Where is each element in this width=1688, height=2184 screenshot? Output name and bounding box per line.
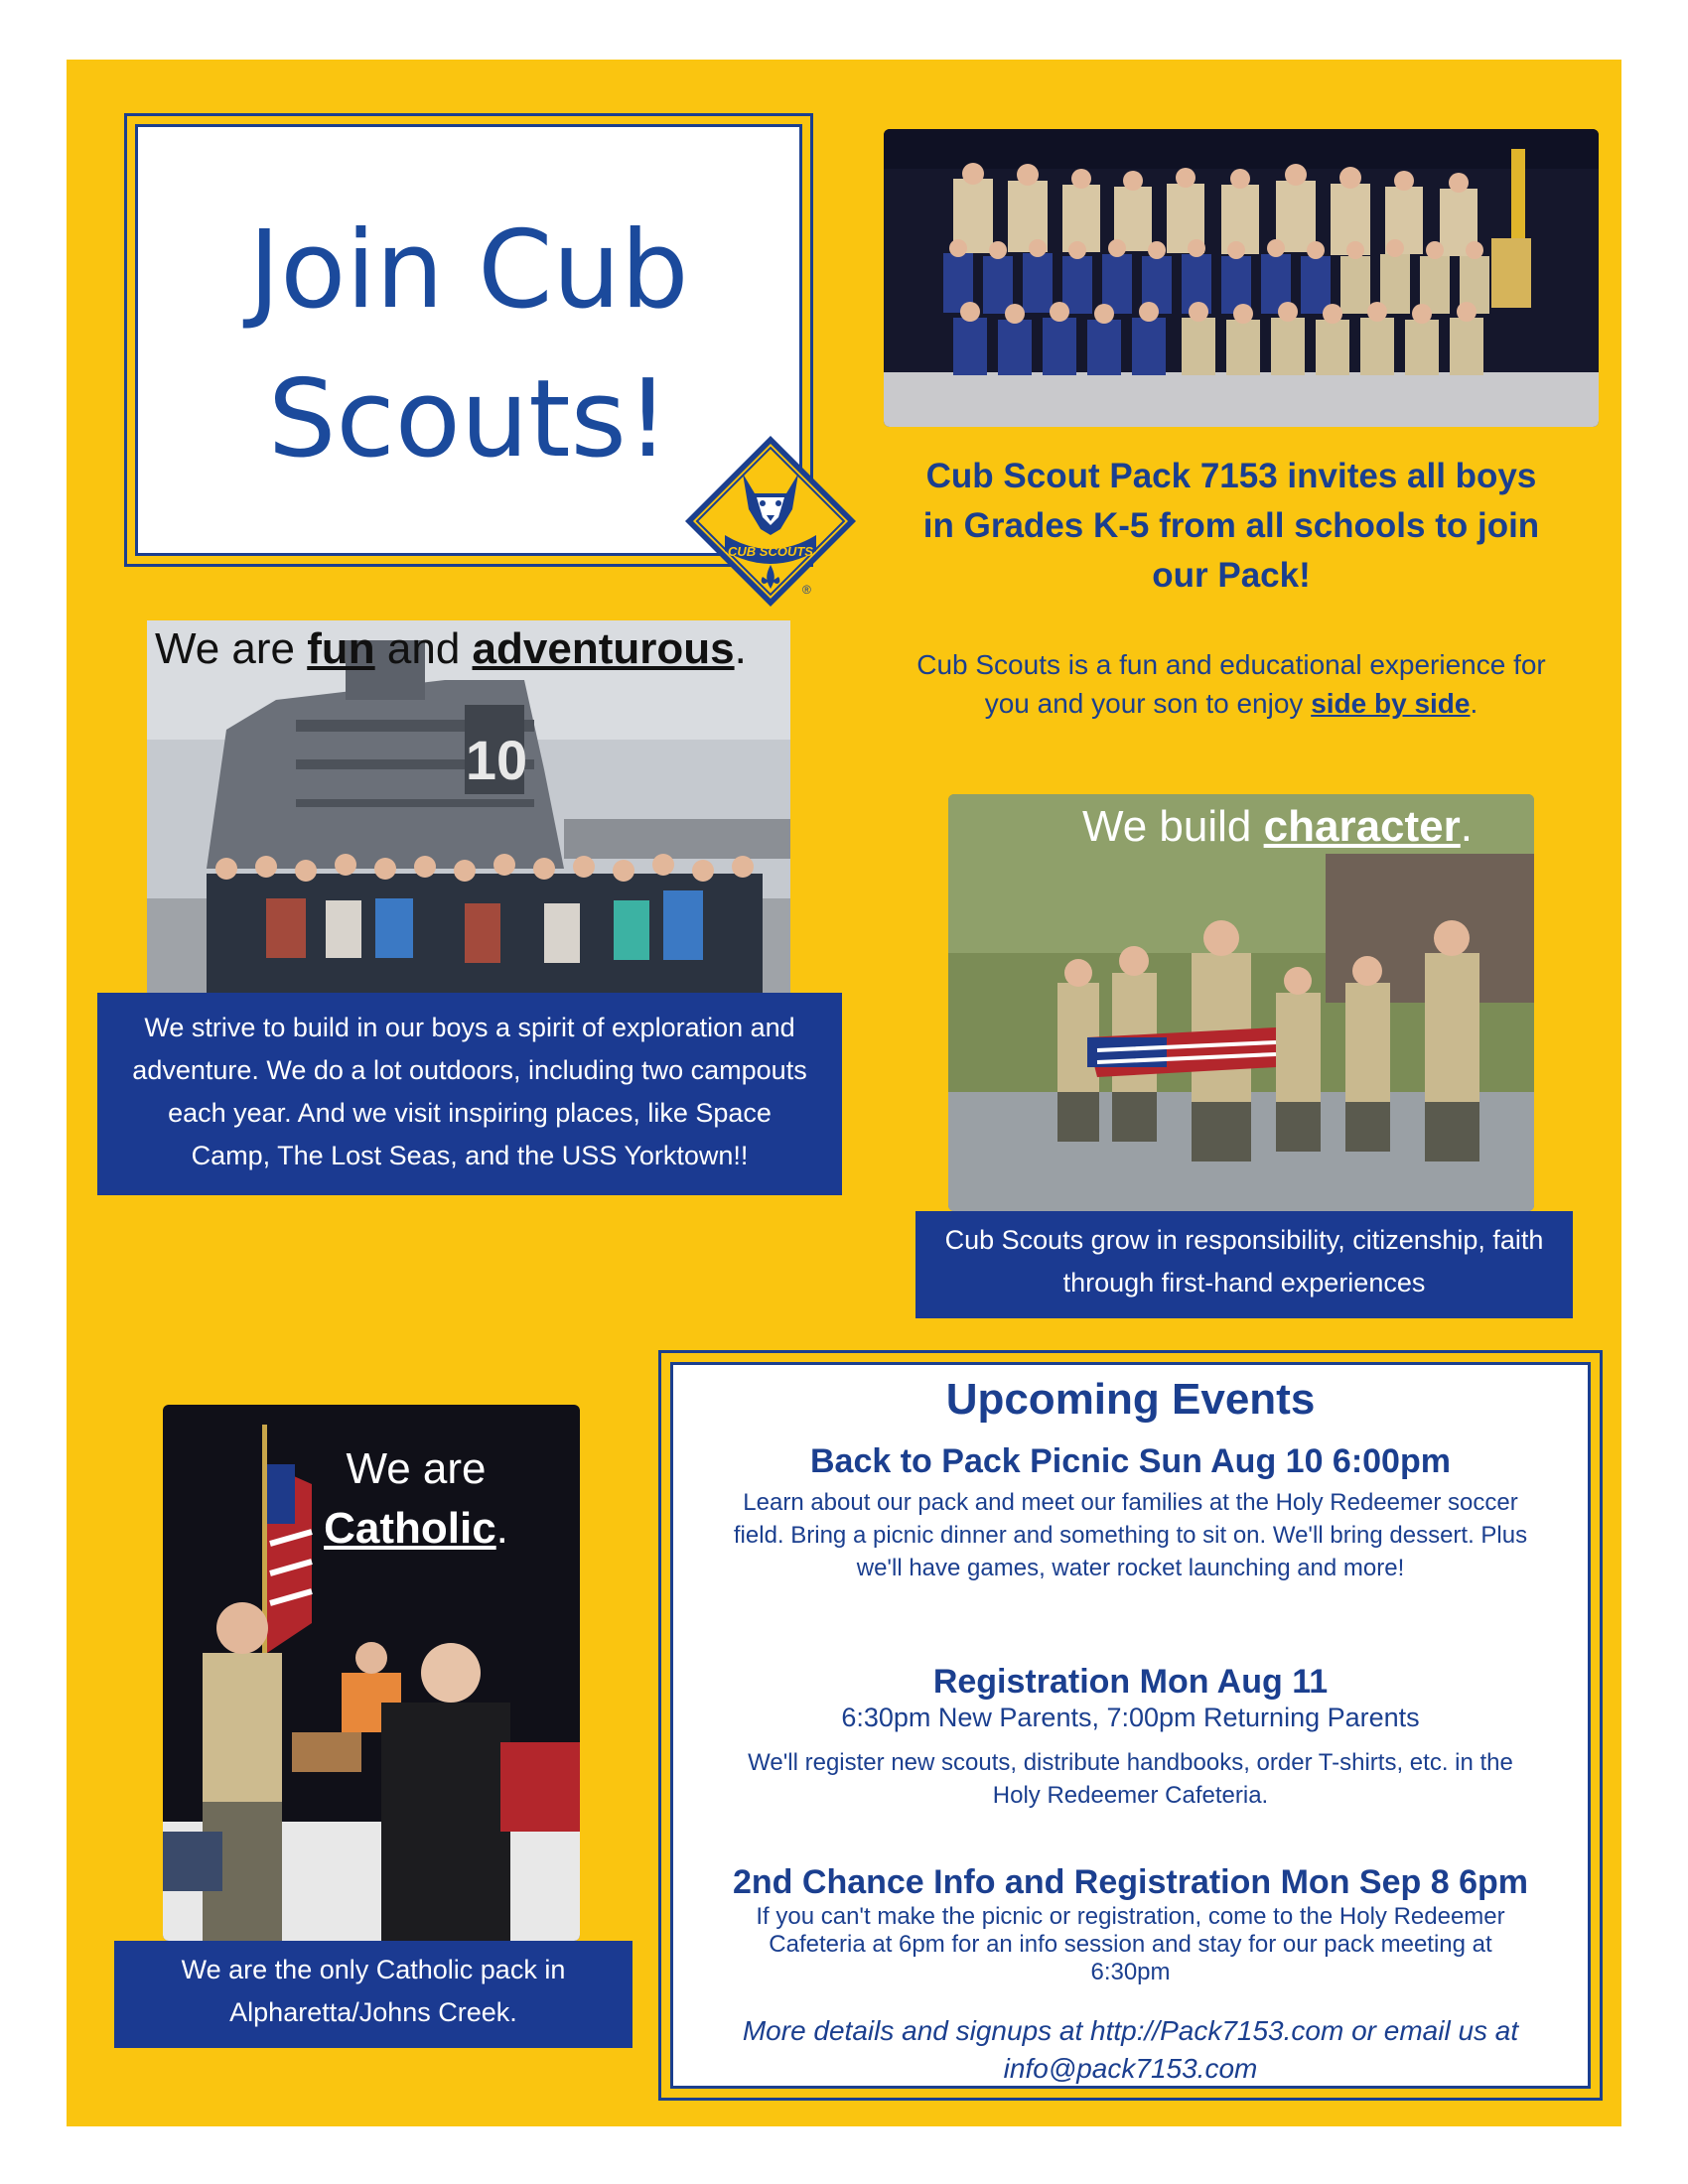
events-footer: More details and signups at http://Pack7153.com or email us at info@pack7153.com <box>742 2015 1519 2084</box>
catholic-overlay: We are Catholic. <box>324 1444 508 1553</box>
cub-scouts-logo <box>681 432 860 611</box>
intro-body: Cub Scouts is a fun and educational experience for you and your son to enjoy side by side. <box>916 649 1546 719</box>
svg-text:CUB SCOUTS: CUB SCOUTS <box>728 544 813 559</box>
event-3-body: If you can't make the picnic or registration, come to the Holy Redeemer Cafeteria at 6pm for an info session and stay for our pack meeting at 6:30pm <box>756 1903 1505 1985</box>
ship-trip-photo <box>147 620 790 993</box>
side-by-side-emphasis: side by side <box>1311 688 1471 719</box>
events-heading: Upcoming Events <box>945 1375 1316 1424</box>
catholic-event-photo <box>163 1405 580 1941</box>
fun-adventurous-overlay: We are fun and adventurous. <box>155 624 747 673</box>
event-3-title: 2nd Chance Info and Registration Mon Sep 8 6pm <box>733 1863 1528 1901</box>
character-caption: Cub Scouts grow in responsibility, citizenship, faith through first-hand experiences <box>915 1211 1573 1318</box>
title-line-2: Scouts! <box>267 357 670 481</box>
title-line-1: Join Cub <box>248 208 689 333</box>
event-2-body: We'll register new scouts, distribute handbooks, order T-shirts, etc. in the Holy Redeemer Cafeteria. <box>748 1749 1513 1809</box>
catholic-caption: We are the only Catholic pack in Alpharetta/Johns Creek. <box>114 1941 633 2048</box>
pack-group-photo <box>884 129 1599 427</box>
event-1-title: Back to Pack Picnic Sun Aug 10 6:00pm <box>810 1442 1451 1480</box>
event-2-subtitle: 6:30pm New Parents, 7:00pm Returning Parents <box>841 1703 1420 1732</box>
build-character-overlay: We build character. <box>1082 802 1473 851</box>
flag-folding-photo <box>948 794 1534 1211</box>
upcoming-events-box <box>658 1350 1603 2101</box>
registered-mark: ® <box>802 583 811 597</box>
event-2-title: Registration Mon Aug 11 <box>932 1663 1329 1701</box>
ship-hull-number: 10 <box>465 729 528 791</box>
adventure-caption: We strive to build in our boys a spirit of exploration and adventure. We do a lot outdoors, including two campouts each year. And we visit inspiring places, like Space Camp, The Lost Seas, and the USS Yorktown!! <box>97 993 842 1195</box>
event-1-body: Learn about our pack and meet our families at the Holy Redeemer soccer field. Bring a picnic dinner and something to sit on. We'll bring dessert. Plus we'll have games, water rocket launching and more! <box>733 1489 1528 1581</box>
intro-headline: Cub Scout Pack 7153 invites all boys in Grades K-5 from all schools to join our Pack! <box>922 457 1540 595</box>
